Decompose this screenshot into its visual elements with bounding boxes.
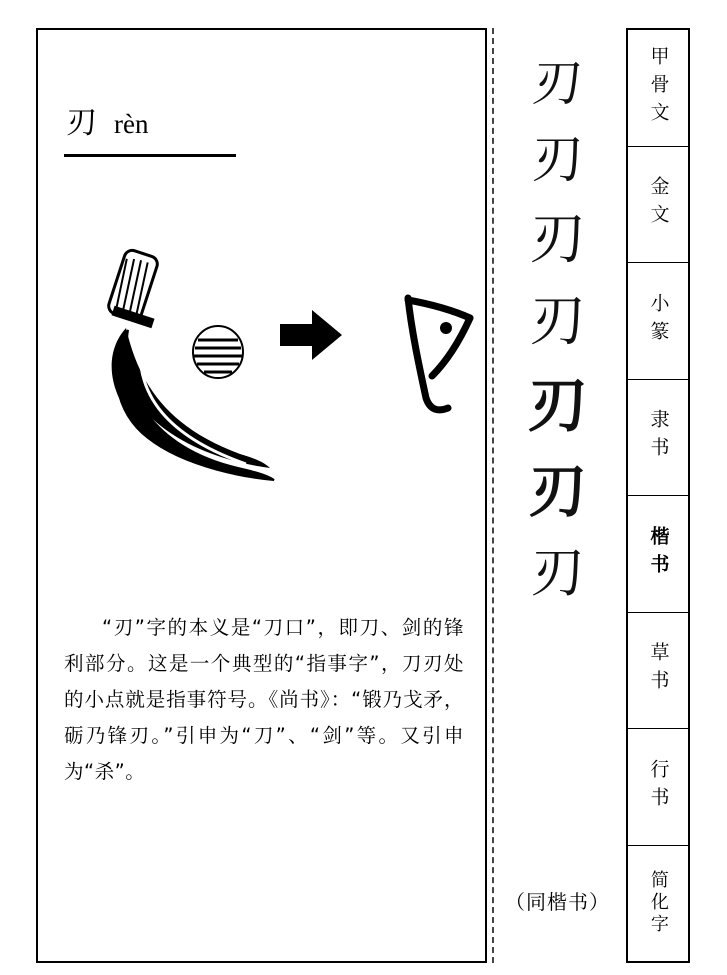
explanation-text: “刃”字的本义是“刀口”，即刀、剑的锋利部分。这是一个典型的“指事字”，刀刃处的小点就是指事符号。《尚书》：“锻乃戈矛，砺乃锋刃。”引申为“刀”、“剑”等。又引申为“杀”。: [64, 616, 464, 783]
script-glyph-caoshu: 刃: [528, 457, 587, 525]
curved-knife-icon: [68, 230, 328, 520]
label-cell-jinwen: [628, 147, 688, 264]
label-cell-kaishu: [628, 496, 688, 613]
script-label: 金文: [647, 176, 670, 233]
script-glyph-lishu: 刃: [529, 289, 586, 354]
script-note: （同楷书）: [505, 890, 610, 914]
script-glyph-xiaozhuan: 刃: [529, 207, 586, 272]
headword: [66, 105, 266, 141]
script-label: 简化字: [647, 870, 669, 937]
main-panel: [36, 28, 487, 963]
label-cell-jianhuazi: [628, 846, 688, 962]
script-glyph-jiaguwen: 刃: [530, 54, 585, 112]
script-label: 楷书: [647, 525, 670, 582]
script-label: 甲骨文: [647, 45, 670, 130]
script-glyph-jinwen: 刃: [531, 130, 584, 190]
script-evolution-column: [492, 28, 619, 963]
script-glyph-stack: [494, 54, 621, 626]
script-glyph-xingshu: 刃: [530, 541, 585, 604]
script-label: 小篆: [647, 292, 670, 349]
illustration-area: [38, 210, 485, 510]
script-label: 隶书: [647, 409, 670, 466]
headword-pinyin: rèn: [114, 109, 149, 139]
headword-underline: [64, 154, 236, 157]
script-label-column: [626, 28, 690, 963]
headword-character: 刃: [66, 105, 98, 141]
script-label: 草书: [647, 642, 670, 699]
label-cell-lishu: [628, 380, 688, 497]
script-label: 行书: [647, 758, 670, 815]
label-cell-xingshu: [628, 729, 688, 846]
script-glyph-kaishu: 刃: [527, 371, 588, 441]
label-cell-caoshu: [628, 613, 688, 730]
right-arrow-icon: [276, 302, 346, 372]
label-cell-jiaguwen: [628, 30, 688, 147]
label-cell-xiaozhuan: [628, 263, 688, 380]
derived-glyph: [386, 288, 506, 418]
